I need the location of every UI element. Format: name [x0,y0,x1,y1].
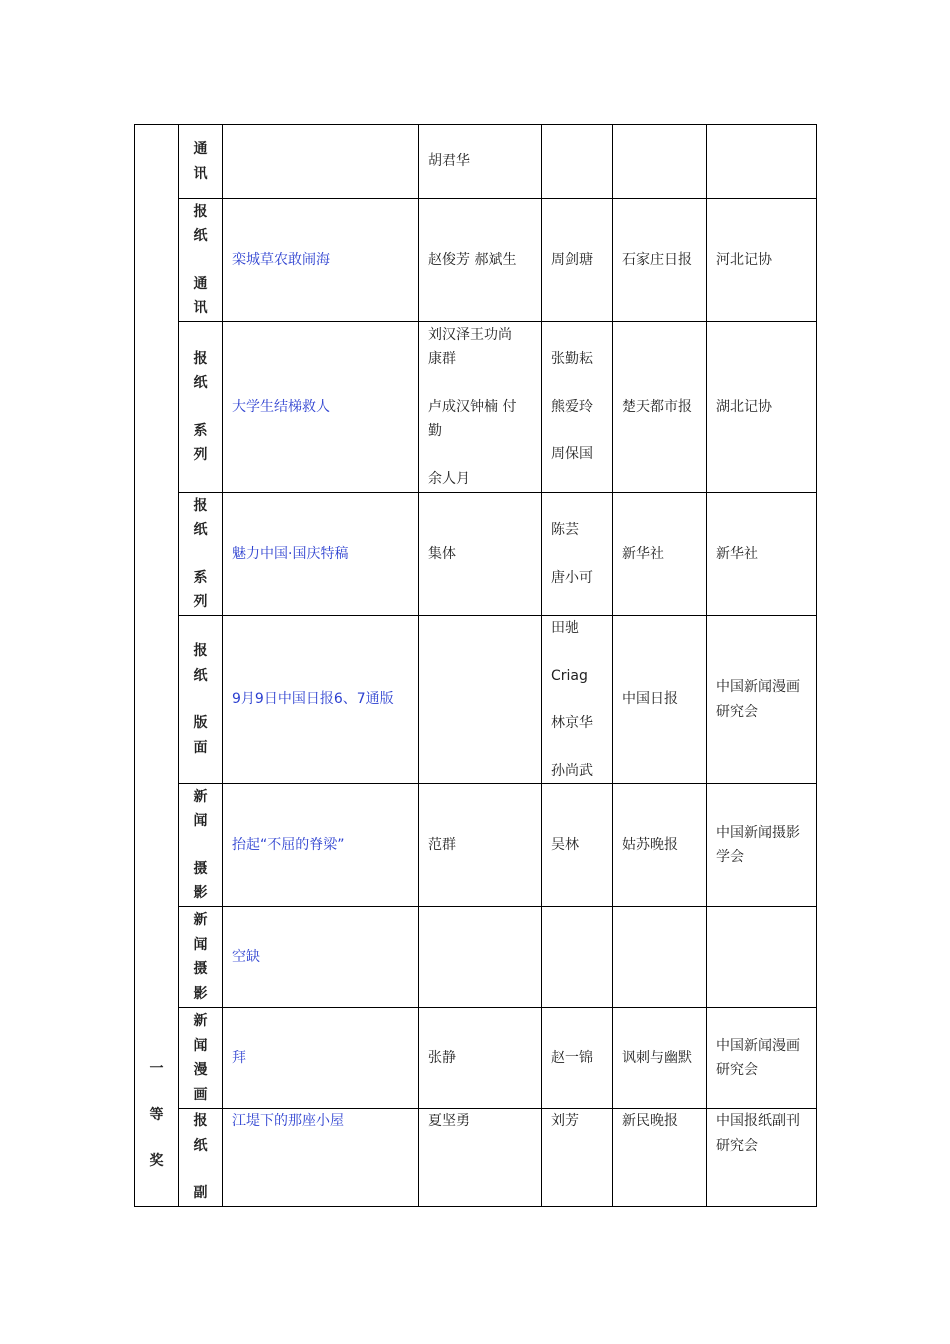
recommender-cell [707,493,817,616]
publisher-cell [613,616,707,784]
author-line: 赵俊芳 郝斌生 [428,251,517,268]
category-char: 列 [193,447,208,463]
category-char: 新 [193,912,208,928]
editor-line: 熊爱玲 [551,398,593,415]
category-cell [179,1109,223,1207]
recommender-cell [707,199,817,322]
author-cell [419,1109,542,1207]
category-char: 报 [193,643,208,659]
author-line: 范群 [428,836,456,853]
category-char: 摄 [193,961,208,977]
publisher: 石家庄日报 [622,251,692,268]
author-line: 夏坚勇 [428,1113,470,1129]
work-title-cell [223,616,419,784]
category-char: 讯 [193,165,208,182]
category-char: 闻 [193,936,208,953]
recommender-cell [707,322,817,493]
category-char: 讯 [193,300,208,316]
category-char: 漫 [193,1062,208,1078]
work-title-cell [223,199,419,322]
publisher: 新华社 [622,545,664,562]
table-row [135,199,817,322]
category-char: 系 [193,422,208,439]
author-cell [419,322,542,493]
work-title-cell [223,322,419,493]
category-char: 纸 [193,375,208,391]
publisher-cell [613,1109,707,1207]
publisher: 楚天都市报 [622,398,692,415]
award-level-cell [135,125,179,1207]
editor-cell [542,784,613,907]
work-title: 魅力中国·国庆特稿 [232,545,349,562]
publisher-cell [613,493,707,616]
category-char: 纸 [193,1137,208,1154]
category-char: 纸 [193,228,208,244]
editor-line: 唐小可 [551,569,593,586]
table-row [135,493,817,616]
publisher: 中国日报 [622,691,678,708]
category-char: 新 [193,1013,208,1029]
work-title: 拜 [232,1049,246,1066]
publisher-cell [613,907,707,1008]
category-char: 版 [193,715,208,731]
editor-line: 田驰 [551,620,579,636]
work-title-cell [223,1008,419,1109]
recommender: 湖北记协 [716,398,772,415]
category-char: 影 [193,985,208,1002]
recommender: 中国报纸副刊研究会 [716,1113,800,1154]
category-char: 摄 [193,860,208,877]
category-char: 新 [193,788,208,805]
publisher-cell [613,322,707,493]
category-cell [179,907,223,1008]
awards-table [134,124,817,1207]
category-cell [179,784,223,907]
recommender: 中国新闻漫画研究会 [716,679,800,720]
category-cell [179,493,223,616]
recommender-cell [707,125,817,199]
table-row [135,784,817,907]
editor-line: 孙尚武 [551,762,593,779]
category-char: 闻 [193,1037,208,1054]
category-cell [179,322,223,493]
publisher-cell [613,199,707,322]
recommender-cell [707,1109,817,1207]
author-line: 卢成汉钟楠 付 [428,398,517,415]
work-title-cell [223,907,419,1008]
author-line: 胡君华 [428,153,470,170]
award-level-char: 等 [149,1107,164,1123]
table-row [135,125,817,199]
work-title: 江堤下的那座小屋 [232,1113,344,1129]
author-cell [419,199,542,322]
table-row [135,1109,817,1207]
table-row [135,1008,817,1109]
publisher: 讽刺与幽默 [622,1049,692,1066]
category-cell [179,199,223,322]
author-line: 张静 [428,1049,456,1066]
author-line: 余人月 [428,470,470,487]
category-char: 画 [193,1086,208,1103]
recommender-cell [707,784,817,907]
work-title-cell [223,784,419,907]
editor-cell [542,1008,613,1109]
category-char: 副 [193,1185,208,1202]
work-title: 栾城草农敢闹海 [232,251,330,268]
work-title: 抬起“不屈的脊梁” [232,836,345,853]
editor-line: 周剑瑭 [551,251,593,268]
category-cell [179,125,223,199]
author-cell [419,493,542,616]
recommender-cell [707,1008,817,1109]
publisher-cell [613,784,707,907]
recommender: 中国新闻摄影学会 [716,824,800,865]
category-char: 面 [193,739,208,756]
table-row [135,907,817,1008]
category-char: 报 [193,1113,208,1130]
author-cell [419,125,542,199]
publisher-cell [613,125,707,199]
award-level-char: 奖 [149,1153,164,1169]
category-char: 报 [193,350,208,367]
author-line: 勤 [428,423,442,440]
editor-cell [542,1109,613,1207]
work-title: 大学生结梯救人 [232,398,330,415]
category-char: 系 [193,569,208,586]
author-cell [419,1008,542,1109]
publisher: 新民晚报 [622,1113,678,1129]
recommender: 中国新闻漫画研究会 [716,1037,800,1078]
author-line: 刘汉泽王功尚 [428,326,512,343]
recommender: 河北记协 [716,251,772,268]
category-char: 列 [193,594,208,610]
editor-line: Criag [551,667,588,684]
work-title-cell [223,493,419,616]
editor-cell [542,125,613,199]
publisher-cell [613,1008,707,1109]
editor-line: 林京华 [551,715,593,731]
work-title: 空缺 [232,948,260,965]
work-title-cell [223,1109,419,1207]
category-char: 影 [193,885,208,901]
editor-cell [542,493,613,616]
author-cell [419,616,542,784]
author-line: 康群 [428,351,456,368]
recommender-cell [707,907,817,1008]
category-char: 通 [193,141,208,157]
category-char: 通 [193,275,208,292]
work-title-cell [223,125,419,199]
author-line: 集体 [428,545,456,562]
category-char: 纸 [193,667,208,684]
category-char: 报 [193,497,208,514]
recommender-cell [707,616,817,784]
editor-line: 陈芸 [551,522,579,538]
author-cell [419,784,542,907]
author-cell [419,907,542,1008]
editor-cell [542,616,613,784]
editor-line: 赵一锦 [551,1049,593,1066]
editor-line: 张勤耘 [551,351,593,368]
editor-line: 吴林 [551,836,579,853]
editor-cell [542,907,613,1008]
table-row [135,616,817,784]
work-title: 9月9日中国日报6、7通版 [232,691,394,708]
editor-cell [542,199,613,322]
category-char: 闻 [193,813,208,829]
category-cell [179,616,223,784]
award-level-char: 一 [149,1061,164,1077]
editor-line: 周保国 [551,446,593,463]
publisher: 姑苏晚报 [622,836,678,853]
category-char: 纸 [193,522,208,538]
editor-cell [542,322,613,493]
table-row [135,322,817,493]
category-cell [179,1008,223,1109]
editor-line: 刘芳 [551,1113,579,1129]
recommender: 新华社 [716,545,758,562]
category-char: 报 [193,203,208,220]
